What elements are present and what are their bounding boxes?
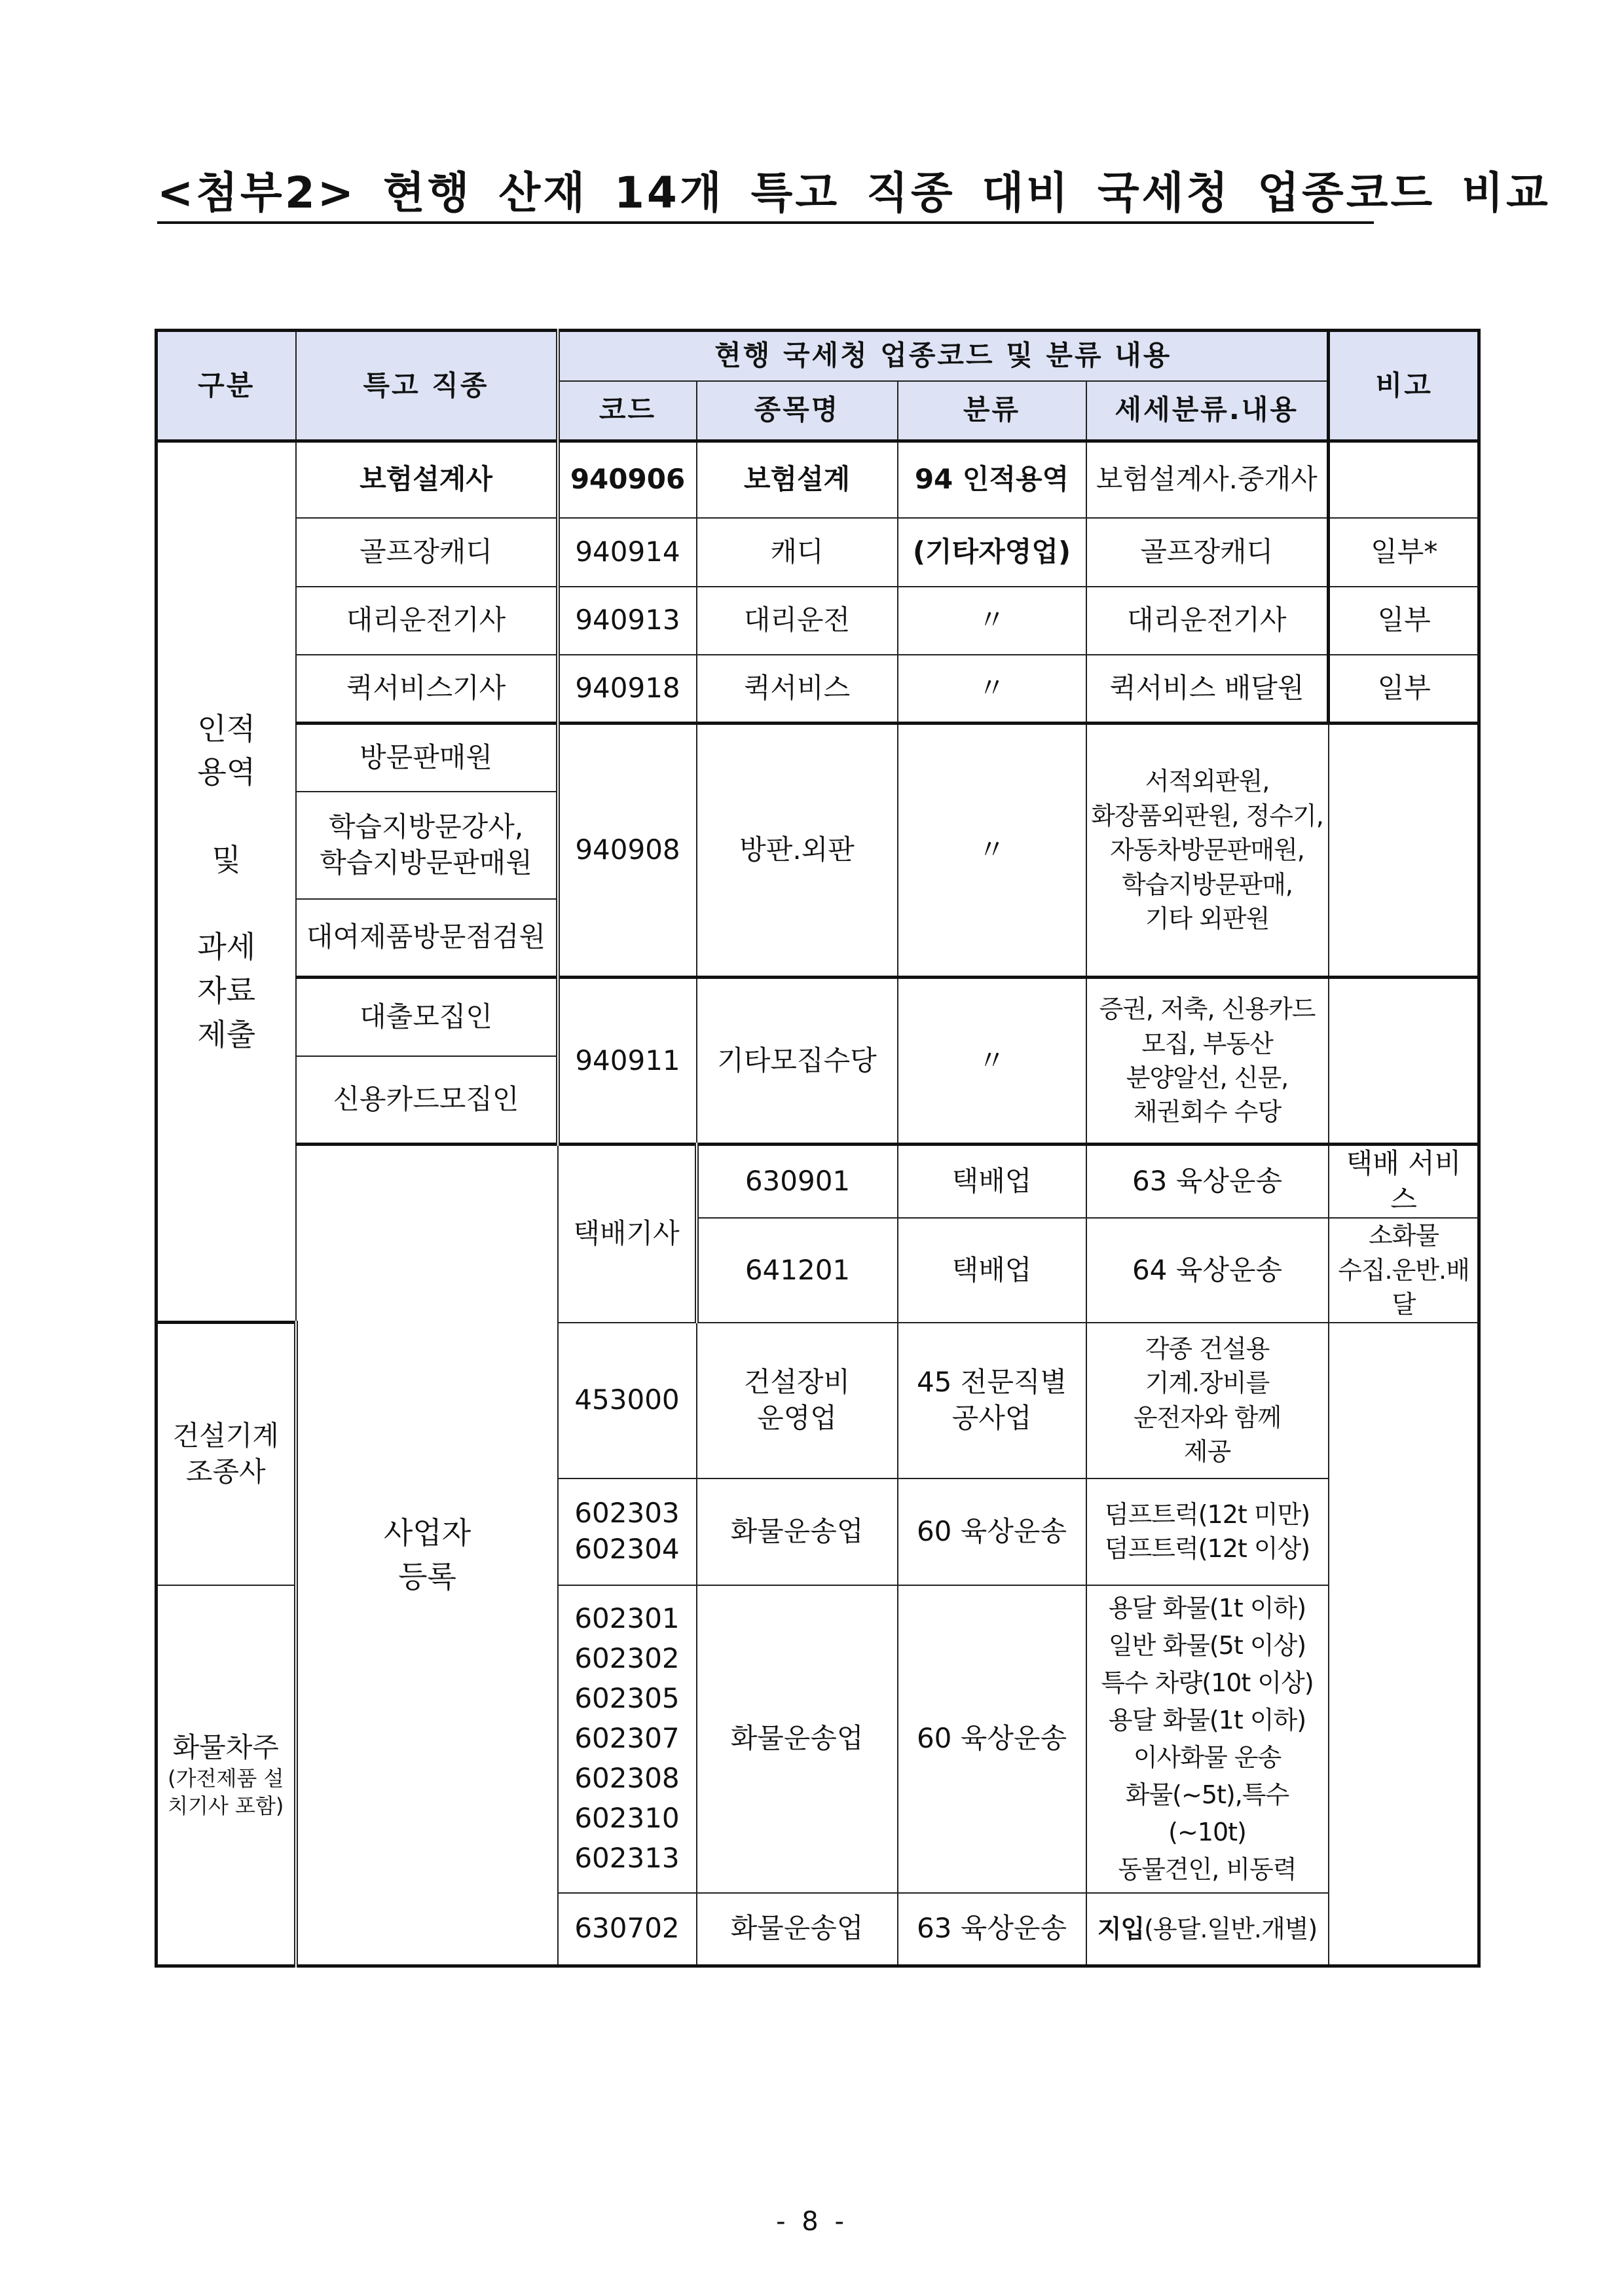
job-insurance: 보험설계사	[296, 441, 558, 518]
item-cell: 기타모집수당	[697, 978, 898, 1145]
page-title: <첨부2> 현행 산재 14개 특고 직종 대비 국세청 업종코드 비교	[157, 168, 1551, 218]
detail-cell: 퀵서비스 배달원	[1086, 655, 1329, 724]
job-designated-driver: 대리운전기사	[296, 587, 558, 655]
group-personal: 인적 용역 및 과세 자료 제출	[157, 441, 296, 1323]
code-cell: 602301 602302 602305 602307 602308 602310 602313	[558, 1585, 697, 1893]
note-cell	[1329, 724, 1479, 978]
category-cell: 〃	[898, 724, 1086, 978]
category-cell: 45 전문직별 공사업	[898, 1323, 1086, 1478]
detail-cell: 덤프트럭(12t 미만) 덤프트럭(12t 이상)	[1086, 1478, 1329, 1585]
code-cell: 940914	[558, 518, 697, 587]
job-card-recruiter: 신용카드모집인	[296, 1056, 558, 1145]
item-cell: 퀵서비스	[697, 655, 898, 724]
detail-cell: 대리운전기사	[1086, 587, 1329, 655]
code-cell: 940918	[558, 655, 697, 724]
detail-cell: 용달 화물(1t 이하) 일반 화물(5t 이상) 특수 차량(10t 이상) 용달 화물(1t 이하) 이사화물 운송 화물(~5t),특수(~10t) 동물견인, 비동력	[1086, 1585, 1329, 1893]
item-cell: 화물운송업	[697, 1893, 898, 1966]
detail-cell: 서적외판원, 화장품외판원, 정수기, 자동차방문판매원, 학습지방문판매, 기타 외판원	[1086, 724, 1329, 978]
code-cell: 940908	[558, 724, 697, 978]
job-rental-inspection: 대여제품방문점검원	[296, 899, 558, 978]
item-cell: 택배업	[898, 1218, 1086, 1322]
job-cargo-owner-sub: (가전제품 설치기사 포함)	[168, 1766, 284, 1819]
code-cell: 641201	[697, 1218, 898, 1322]
note-cell: 일부*	[1329, 518, 1479, 587]
category-cell: (기타자영업)	[898, 518, 1086, 587]
header-item: 종목명	[697, 381, 898, 441]
category-cell: 94 인적용역	[898, 441, 1086, 518]
header-group: 현행 국세청 업종코드 및 분류 내용	[558, 331, 1329, 381]
header-code: 코드	[558, 381, 697, 441]
code-cell: 630901	[697, 1145, 898, 1219]
item-cell: 화물운송업	[697, 1478, 898, 1585]
code-cell: 940913	[558, 587, 697, 655]
detail-jiip: 지입	[1097, 1914, 1145, 1943]
job-quick-service: 퀵서비스기사	[296, 655, 558, 724]
header-detail: 세세분류.내용	[1086, 381, 1329, 441]
job-cargo-owner	[157, 1585, 296, 1966]
comparison-table	[155, 329, 1481, 1968]
code-cell: 630702	[558, 1893, 697, 1966]
job-construction-operator: 건설기계조종사	[157, 1323, 296, 1585]
detail-cell: 각종 건설용 기계.장비를 운전자와 함께 제공	[1086, 1323, 1329, 1478]
detail-cell: 소화물 수집.운반.배달	[1329, 1218, 1479, 1322]
item-cell: 대리운전	[697, 587, 898, 655]
item-cell: 방판.외판	[697, 724, 898, 978]
category-cell: 64 육상운송	[1086, 1218, 1329, 1322]
code-cell: 453000	[558, 1323, 697, 1478]
job-cargo-owner-label: 화물차주	[172, 1731, 279, 1763]
item-cell: 보험설계	[697, 441, 898, 518]
item-cell: 화물운송업	[697, 1585, 898, 1893]
header-gubun: 구분	[157, 331, 296, 441]
category-cell: 〃	[898, 978, 1086, 1145]
header-category: 분류	[898, 381, 1086, 441]
category-cell: 60 육상운송	[898, 1478, 1086, 1585]
note-cell	[1329, 978, 1479, 1145]
detail-cell: 골프장캐디	[1086, 518, 1329, 587]
detail-jiip-rest: (용달.일반.개별)	[1144, 1914, 1318, 1943]
detail-cell: 증권, 저축, 신용카드 모집, 부동산 분양알선, 신문, 채권회수 수당	[1086, 978, 1329, 1145]
code-cell: 940906	[558, 441, 697, 518]
code-cell: 602303 602304	[558, 1478, 697, 1585]
group-business: 사업자 등록	[296, 1145, 558, 1966]
job-courier: 택배기사	[558, 1145, 697, 1323]
item-cell: 택배업	[898, 1145, 1086, 1219]
header-note: 비고	[1329, 331, 1479, 441]
category-cell: 63 육상운송	[898, 1893, 1086, 1966]
category-cell: 〃	[898, 587, 1086, 655]
header-jikjong: 특고 직종	[296, 331, 558, 441]
title-underline	[157, 221, 1374, 224]
job-golf-caddie: 골프장캐디	[296, 518, 558, 587]
note-cell	[1329, 441, 1479, 518]
detail-cell: 보험설계사.중개사	[1086, 441, 1329, 518]
code-cell: 940911	[558, 978, 697, 1145]
detail-cell: 택배 서비스	[1329, 1145, 1479, 1219]
item-cell: 캐디	[697, 518, 898, 587]
job-study-visit: 학습지방문강사, 학습지방문판매원	[296, 792, 558, 899]
detail-cell	[1086, 1893, 1329, 1966]
category-cell: 63 육상운송	[1086, 1145, 1329, 1219]
note-cell: 일부	[1329, 655, 1479, 724]
category-cell: 60 육상운송	[898, 1585, 1086, 1893]
page-number: - 8 -	[776, 2207, 848, 2237]
item-cell: 건설장비 운영업	[697, 1323, 898, 1478]
job-loan-recruiter: 대출모집인	[296, 978, 558, 1056]
job-door-sales: 방문판매원	[296, 724, 558, 792]
category-cell: 〃	[898, 655, 1086, 724]
note-cell: 일부	[1329, 587, 1479, 655]
